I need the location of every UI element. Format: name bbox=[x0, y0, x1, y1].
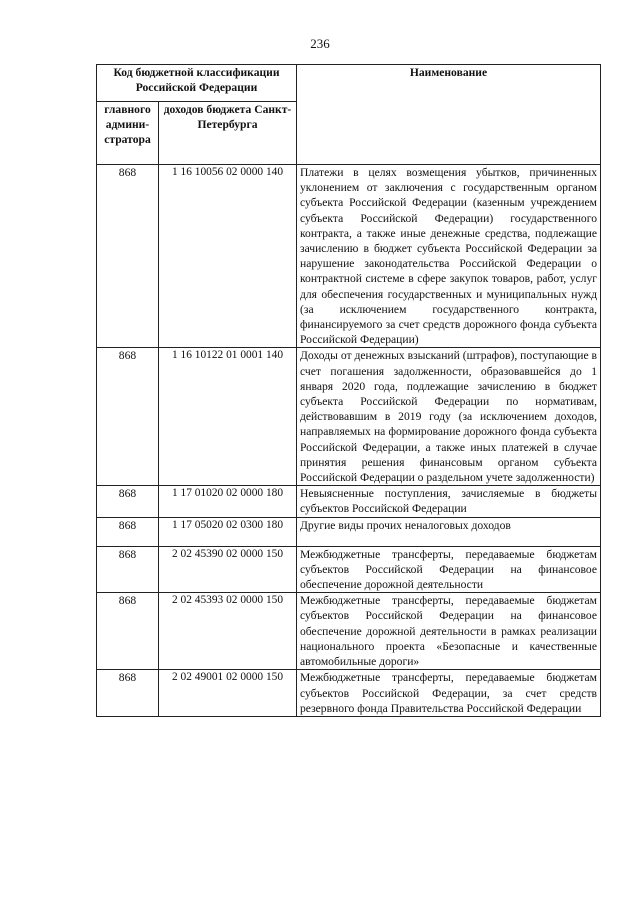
admin-code-cell: 868 bbox=[97, 348, 159, 486]
income-code-cell: 1 16 10122 01 0001 140 bbox=[159, 348, 297, 486]
admin-code-cell: 868 bbox=[97, 517, 159, 546]
table-header bbox=[97, 65, 601, 165]
income-name-cell: Межбюджетные трансферты, передаваемые бюджетам субъектов Российской Федерации на финансовое обеспечение дорожной деятельности bbox=[297, 546, 601, 593]
income-name-cell: Платежи в целях возмещения убытков, причиненных уклонением от заключения с государственным органом субъекта Российской Федерации (казенным учреждением субъекта Российской Федерации) государственного контракта, а также иные денежные средства, подлежащие зачислению в бюджет субъекта Российской Федерации за нарушение законодательства Российской Федерации о контрактной системе в сфере закупок товаров, работ, услуг для обеспечения государственных и муниципальных нужд (за исключением государственного контракта, финансируемого за счет средств дорожного фонда субъекта Российской Федерации) bbox=[297, 165, 601, 348]
name-column-header: Наименование bbox=[297, 65, 601, 165]
admin-code-cell: 868 bbox=[97, 486, 159, 517]
income-column-header: доходов бюджета Санкт-Петербурга bbox=[159, 102, 297, 165]
admin-code-cell: 868 bbox=[97, 670, 159, 717]
table-body bbox=[97, 165, 601, 717]
table-row bbox=[97, 546, 601, 593]
income-name-cell: Межбюджетные трансферты, передаваемые бюджетам субъектов Российской Федерации на финансовое обеспечение дорожной деятельности в рамках реализации национального проекта «Безопасные и качественные автомобильные дороги» bbox=[297, 593, 601, 670]
income-code-cell: 1 16 10056 02 0000 140 bbox=[159, 165, 297, 348]
income-code-cell: 1 17 01020 02 0000 180 bbox=[159, 486, 297, 517]
income-name-cell: Другие виды прочих неналоговых доходов bbox=[297, 517, 601, 546]
table-row bbox=[97, 165, 601, 348]
table-row bbox=[97, 486, 601, 517]
income-name-cell: Невыясненные поступления, зачисляемые в бюджеты субъектов Российской Федерации bbox=[297, 486, 601, 517]
admin-code-cell: 868 bbox=[97, 546, 159, 593]
budget-classification-table bbox=[96, 64, 601, 717]
page-number: 236 bbox=[310, 36, 330, 51]
admin-code-cell: 868 bbox=[97, 593, 159, 670]
income-name-cell: Межбюджетные трансферты, передаваемые бюджетам субъектов Российской Федерации, за счет средств резервного фонда Правительства Российской Федерации bbox=[297, 670, 601, 717]
admin-code-cell: 868 bbox=[97, 165, 159, 348]
income-code-cell: 2 02 49001 02 0000 150 bbox=[159, 670, 297, 717]
table-row bbox=[97, 348, 601, 486]
admin-column-header: главного админи-стратора bbox=[97, 102, 159, 165]
code-group-header: Код бюджетной классификации Российской Федерации bbox=[97, 65, 297, 102]
income-name-cell: Доходы от денежных взысканий (штрафов), поступающие в счет погашения задолженности, образовавшейся до 1 января 2020 года, подлежащие зачислению в бюджет субъекта Российской Федерации по нормативам, действовавшим в 2019 году (за исключением доходов, направляемых на формирование дорожного фонда субъекта Российской Федерации, а также иных платежей в случае принятия решения финансовым органом субъекта Российской Федерации о раздельном учете задолженности) bbox=[297, 348, 601, 486]
income-code-cell: 2 02 45393 02 0000 150 bbox=[159, 593, 297, 670]
income-code-cell: 1 17 05020 02 0300 180 bbox=[159, 517, 297, 546]
table-row bbox=[97, 517, 601, 546]
table-row bbox=[97, 593, 601, 670]
table-row bbox=[97, 670, 601, 717]
income-code-cell: 2 02 45390 02 0000 150 bbox=[159, 546, 297, 593]
